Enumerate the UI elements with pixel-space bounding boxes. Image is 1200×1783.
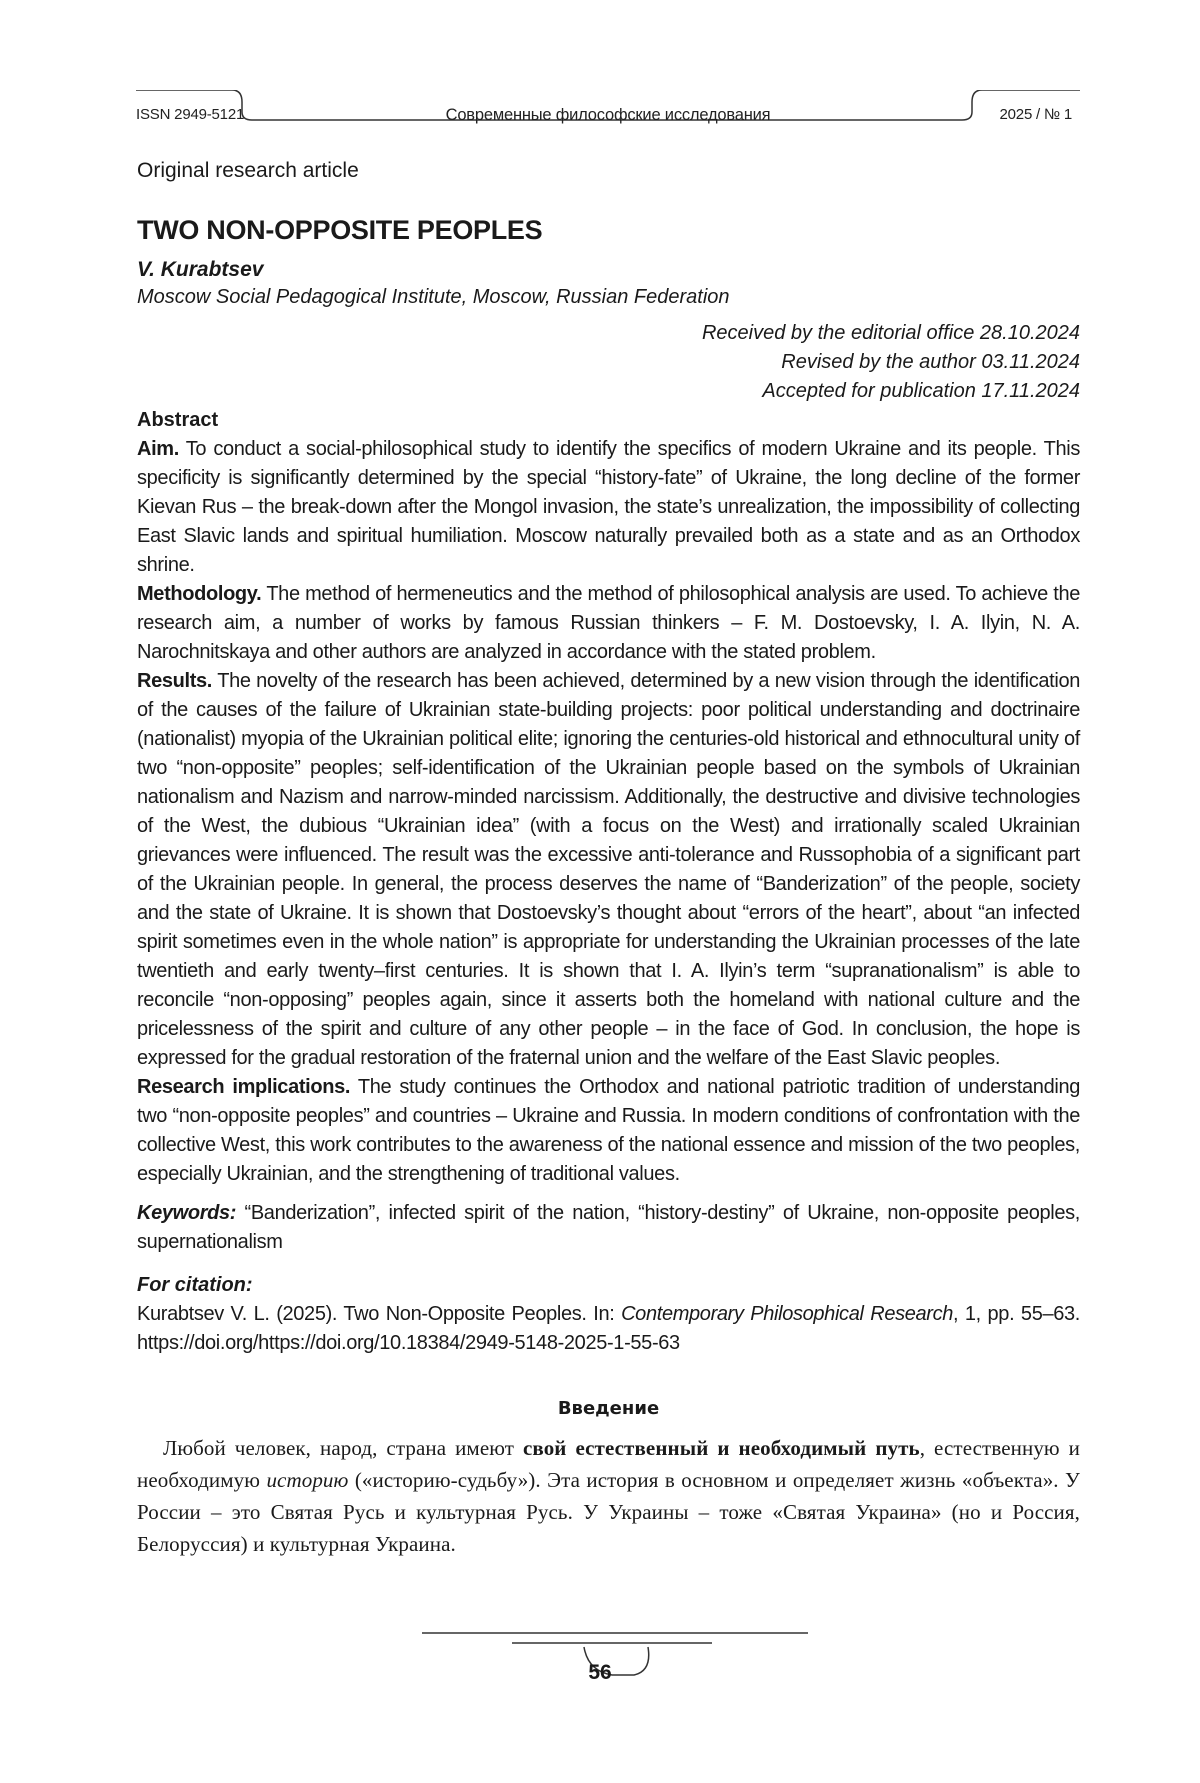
revised-date: Revised by the author 03.11.2024 — [781, 351, 1080, 373]
intro-heading: Введение — [557, 1398, 660, 1419]
intro-text-1: Любой человек, народ, страна имеют — [163, 1436, 523, 1460]
methodology-text: The method of hermeneutics and the method of philosophical analysis are used. To achieve the research aim, a number of works by famous Russian thinkers – F. M. Dostoevsky, I. A. Ilyin, N. A. Narochnitskaya and other authors are analyzed in accordance with the stated problem. — [137, 583, 1080, 663]
citation-details: , 1, pp. 55–63. https://doi.org/https://doi.org/10.18384/2949-5148-2025-1-55-63 — [137, 1303, 1081, 1354]
keywords-label: Keywords: — [137, 1202, 237, 1224]
keywords-text: “Banderization”, infected spirit of the nation, “history-destiny” of Ukraine, non-opposite peoples, supernationalism — [137, 1202, 1080, 1253]
issn: ISSN 2949-5121 — [136, 106, 245, 123]
journal-name: Современные философские исследования — [445, 106, 771, 124]
article-title: TWO NON-OPPOSITE PEOPLES — [137, 215, 543, 245]
page-footer — [0, 1625, 1200, 1705]
aim-label: Aim. — [137, 438, 179, 460]
citation-text — [137, 1300, 1080, 1358]
results-label: Results. — [137, 670, 213, 692]
received-date: Received by the editorial office 28.10.2024 — [701, 322, 1080, 344]
implications-text: The study continues the Orthodox and national patriotic tradition of understanding two “non-opposite peoples” and countries – Ukraine and Russia. In modern conditions of confrontation with the collective West, this work contributes to the awareness of the national essence and mission of the two peoples, especially Ukrainian, and the strengthening of traditional values. — [137, 1076, 1080, 1185]
publication-dates — [137, 319, 1080, 406]
methodology-label: Methodology. — [137, 583, 262, 605]
citation-heading: For citation: — [137, 1274, 253, 1296]
author-affiliation: Moscow Social Pedagogical Institute, Moscow, Russian Federation — [137, 286, 730, 308]
article-type: Original research article — [137, 159, 359, 182]
intro-paragraph — [137, 1432, 1080, 1560]
keywords — [137, 1199, 1080, 1257]
citation-journal: Contemporary Philosophical Research — [621, 1303, 954, 1325]
author-name: V. Kurabtsev — [137, 258, 264, 281]
page-number: 56 — [588, 1661, 612, 1684]
abstract-heading: Abstract — [137, 409, 219, 431]
citation-authors: Kurabtsev V. L. (2025). Two Non-Opposite Peoples. In: — [137, 1303, 622, 1325]
aim-text: To conduct a social-philosophical study to identify the specifics of modern Ukraine and its people. This specificity is significantly determined by the special “history-fate” of Ukraine, the long decline of the former Kievan Rus – the break-down after the Mongol invasion, the state’s unrealization, the impossibility of collecting East Slavic lands and spiritual humiliation. Moscow naturally prevailed both as a state and as an Orthodox shrine. — [137, 438, 1080, 576]
implications-label: Research implications. — [137, 1076, 351, 1098]
running-header — [136, 90, 1080, 136]
issue-number: 2025 / № 1 — [999, 106, 1072, 123]
article-body — [137, 158, 1080, 1560]
results-text: The novelty of the research has been achieved, determined by a new vision through the identification of the causes of the failure of Ukrainian state-building projects: poor political understanding and doctrinaire (nationalist) myopia of the Ukrainian political elite; ignoring the centuries-old historical and ethnocultural unity of two “non-opposite” peoples; self-identification of the Ukrainian people based on the symbols of Ukrainian nationalism and Nazism and narrow-minded narcissism. Additionally, the destructive and divisive technologies of the West, the dubious “Ukrainian idea” (with a focus on the West) and irrationally scaled Ukrainian grievances were influenced. The result was the excessive anti-tolerance and Russophobia of a significant part of the Ukrainian people. In general, the process deserves the name of “Banderization” of the people, society and the state of Ukraine. It is shown that Dostoevsky’s thought about “errors of the heart”, about “an infected spirit sometimes even in the whole nation” is appropriate for understanding the Ukrainian processes of the late twentieth and early twenty–first centuries. It is shown that I. A. Ilyin’s term “supranationalism” is able to reconcile “non-opposing” peoples again, since it asserts both the homeland with national culture and the pricelessness of the spirit and culture of any other people – in the face of God. In conclusion, the hope is expressed for the gradual restoration of the fraternal union and the welfare of the East Slavic peoples. — [137, 670, 1080, 1069]
intro-text-3: («историю-судьбу»). Эта история в основном и определяет жизнь «объекта». У России – это Святая Русь и культурная Русь. У Украины – тоже «Святая Украина» (но и Россия, Белоруссия) и культурная Украина. — [137, 1468, 1081, 1556]
accepted-date: Accepted for publication 17.11.2024 — [762, 380, 1080, 402]
abstract-implications — [137, 1073, 1080, 1189]
intro-text-2: , естественную и необходимую — [137, 1436, 1080, 1492]
abstract-methodology — [137, 580, 1080, 667]
abstract-results — [137, 667, 1080, 1073]
abstract-aim — [137, 435, 1080, 580]
intro-bold-phrase: свой естественный и необходимый путь — [522, 1436, 920, 1460]
intro-italic-word: историю — [266, 1468, 349, 1492]
